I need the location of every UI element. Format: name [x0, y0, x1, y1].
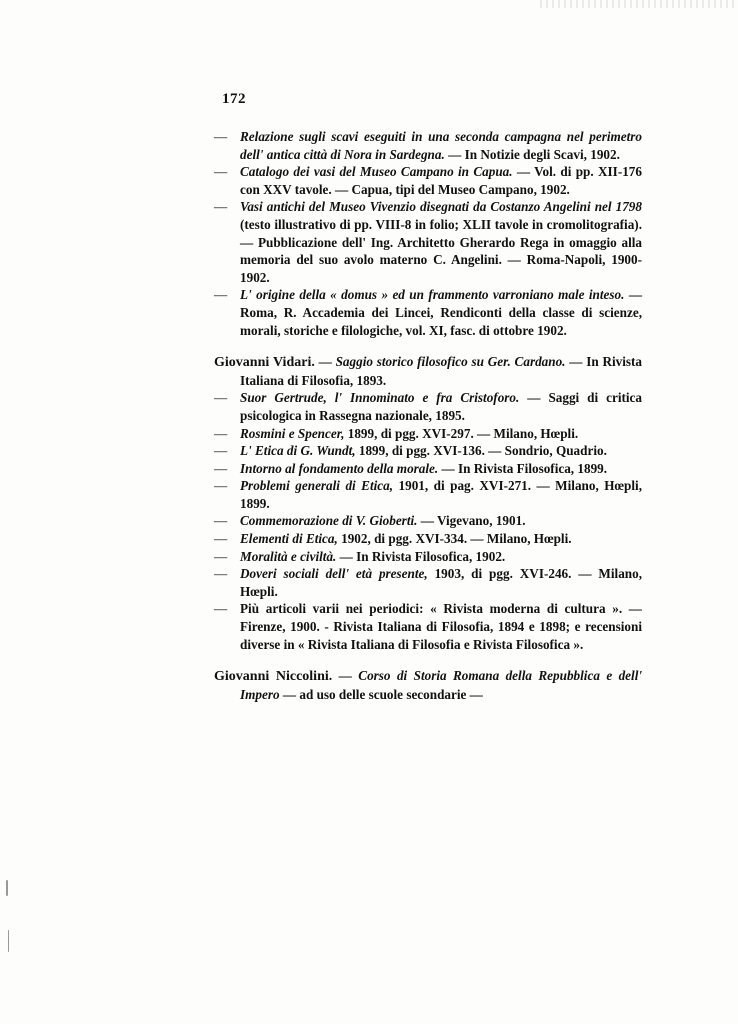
scan-noise [540, 0, 738, 8]
author-section-vidari [214, 353, 642, 653]
list-item [214, 530, 642, 548]
entry-dash: — [214, 548, 228, 564]
page-number: 172 [222, 91, 246, 107]
author-heading [214, 353, 642, 389]
list-item [214, 198, 642, 286]
entry-dash: — [214, 129, 228, 144]
list-item [214, 128, 642, 163]
entry-title: Corso di Storia Romana della Repubblica e dell' Impero [240, 668, 643, 702]
entry-details: — Vol. di pp. XII-176 con XXV tavole. — Capua, tipi del Museo Campano, 1902. [240, 164, 642, 197]
entry-title: Suor Gertrude, l' Innominato e fra Cristoforo. [240, 390, 520, 406]
entry-details: 1899, di pgg. XVI-136. — Sondrio, Quadrio. [358, 443, 607, 459]
list-item [214, 163, 642, 198]
entry-details: — In Rivista Filosofica, 1899. [441, 460, 608, 476]
entry-details: 1903, di pgg. XVI-246. — Milano, Hœpli. [240, 566, 643, 599]
entry-dash: — [214, 566, 228, 582]
list-item [214, 548, 642, 566]
entry-details: — Vigevano, 1901. [420, 513, 526, 529]
bibliography-text [214, 128, 642, 703]
entry-details: 1902, di pgg. XVI-334. — Milano, Hœpli. [341, 531, 572, 547]
entry-dash: — [214, 425, 228, 441]
list-item [214, 286, 642, 339]
entry-title: L' Etica di G. Wundt, [240, 443, 356, 459]
entry-title: Elementi di Etica, [240, 531, 338, 547]
author-name: Giovanni Vidari. [214, 355, 315, 371]
entry-title: Doveri sociali dell' età presente, [240, 566, 428, 582]
entry-title: Intorno al fondamento della morale. [240, 460, 439, 476]
entry-details: — In Rivista Filosofica, 1902. [339, 548, 506, 564]
list-item [214, 477, 642, 512]
entry-dash: — [214, 287, 228, 303]
entry-dash: — [214, 199, 228, 215]
entry-title: L' origine della « domus » ed un frammento varroniano male inteso. [240, 287, 625, 303]
entry-dash: — [214, 531, 228, 547]
scan-speck [6, 880, 8, 896]
entry-title: Catalogo dei vasi del Museo Campano in Capua. [240, 164, 513, 180]
list-item [214, 565, 642, 600]
entry-details: — In Rivista Italiana di Filosofia, 1893. [240, 354, 643, 388]
entry-title: Problemi generali di Etica, [240, 478, 394, 494]
entry-dash: — [214, 390, 228, 406]
list-item [214, 425, 642, 443]
entry-title: Rosmini e Spencer, [240, 425, 345, 441]
list-item [214, 600, 642, 653]
entry-details: 1901, di pag. XVI-271. — Milano, Hœpli, 1899. [240, 478, 642, 511]
entry-dash: — [338, 668, 352, 684]
list-item [214, 512, 642, 530]
entry-dash: — [214, 513, 228, 529]
entry-title: Vasi antichi del Museo Vivenzio disegnati da Costanzo Angelini nel 1798 [240, 199, 642, 215]
entry-details: — Roma, R. Accademia dei Lincei, Rendiconti della classe di scienze, morali, storiche e filologiche, vol. XI, fasc. di ottobre 1902. [240, 287, 642, 338]
entry-title: Relazione sugli scavi eseguiti in una seconda campagna nel perimetro dell' antica città di Nora in Sardegna. [240, 129, 642, 162]
entry-dash: — [214, 460, 228, 476]
author-section-niccolini [214, 667, 642, 703]
entry-title: Moralità e civiltà. [240, 548, 337, 564]
entry-details: Più articoli varii nei periodici: « Rivista moderna di cultura ». — Firenze, 1900. - Rivista Italiana di Filosofia, 1894 e 1898; e recensioni diverse in « Rivista Italiana di Filosofia e Rivista Filosofica ». [240, 601, 642, 652]
author-heading [214, 667, 642, 703]
entry-dash: — [214, 443, 228, 459]
scan-speck [8, 930, 9, 952]
list-item [214, 442, 642, 460]
entry-details: 1899, di pgg. XVI-297. — Milano, Hœpli. [347, 425, 579, 441]
list-item [214, 460, 642, 478]
author-name: Giovanni Niccolini. [214, 669, 333, 685]
entry-dash: — [214, 478, 228, 494]
entry-dash: — [214, 601, 228, 617]
entry-dash: — [214, 164, 228, 180]
entry-title: Saggio storico filosofico su Ger. Cardano. [335, 354, 566, 370]
entry-details: — Saggi di critica psicologica in Rassegna nazionale, 1895. [240, 390, 643, 423]
list-item [214, 389, 642, 424]
entry-details: — In Notizie degli Scavi, 1902. [448, 146, 620, 162]
entry-details: — ad uso delle scuole secondarie — [282, 686, 483, 702]
entry-title: Commemorazione di V. Gioberti. [240, 513, 418, 529]
entry-details: (testo illustrativo di pp. VIII-8 in folio; XLII tavole in cromolitografia). — Pubblicazione dell' Ing. Architetto Gherardo Rega in omaggio alla memoria del suo avolo materno C. Angelini. — Roma-Napoli, 1900-1902. [240, 216, 642, 285]
entry-dash: — [318, 354, 332, 370]
